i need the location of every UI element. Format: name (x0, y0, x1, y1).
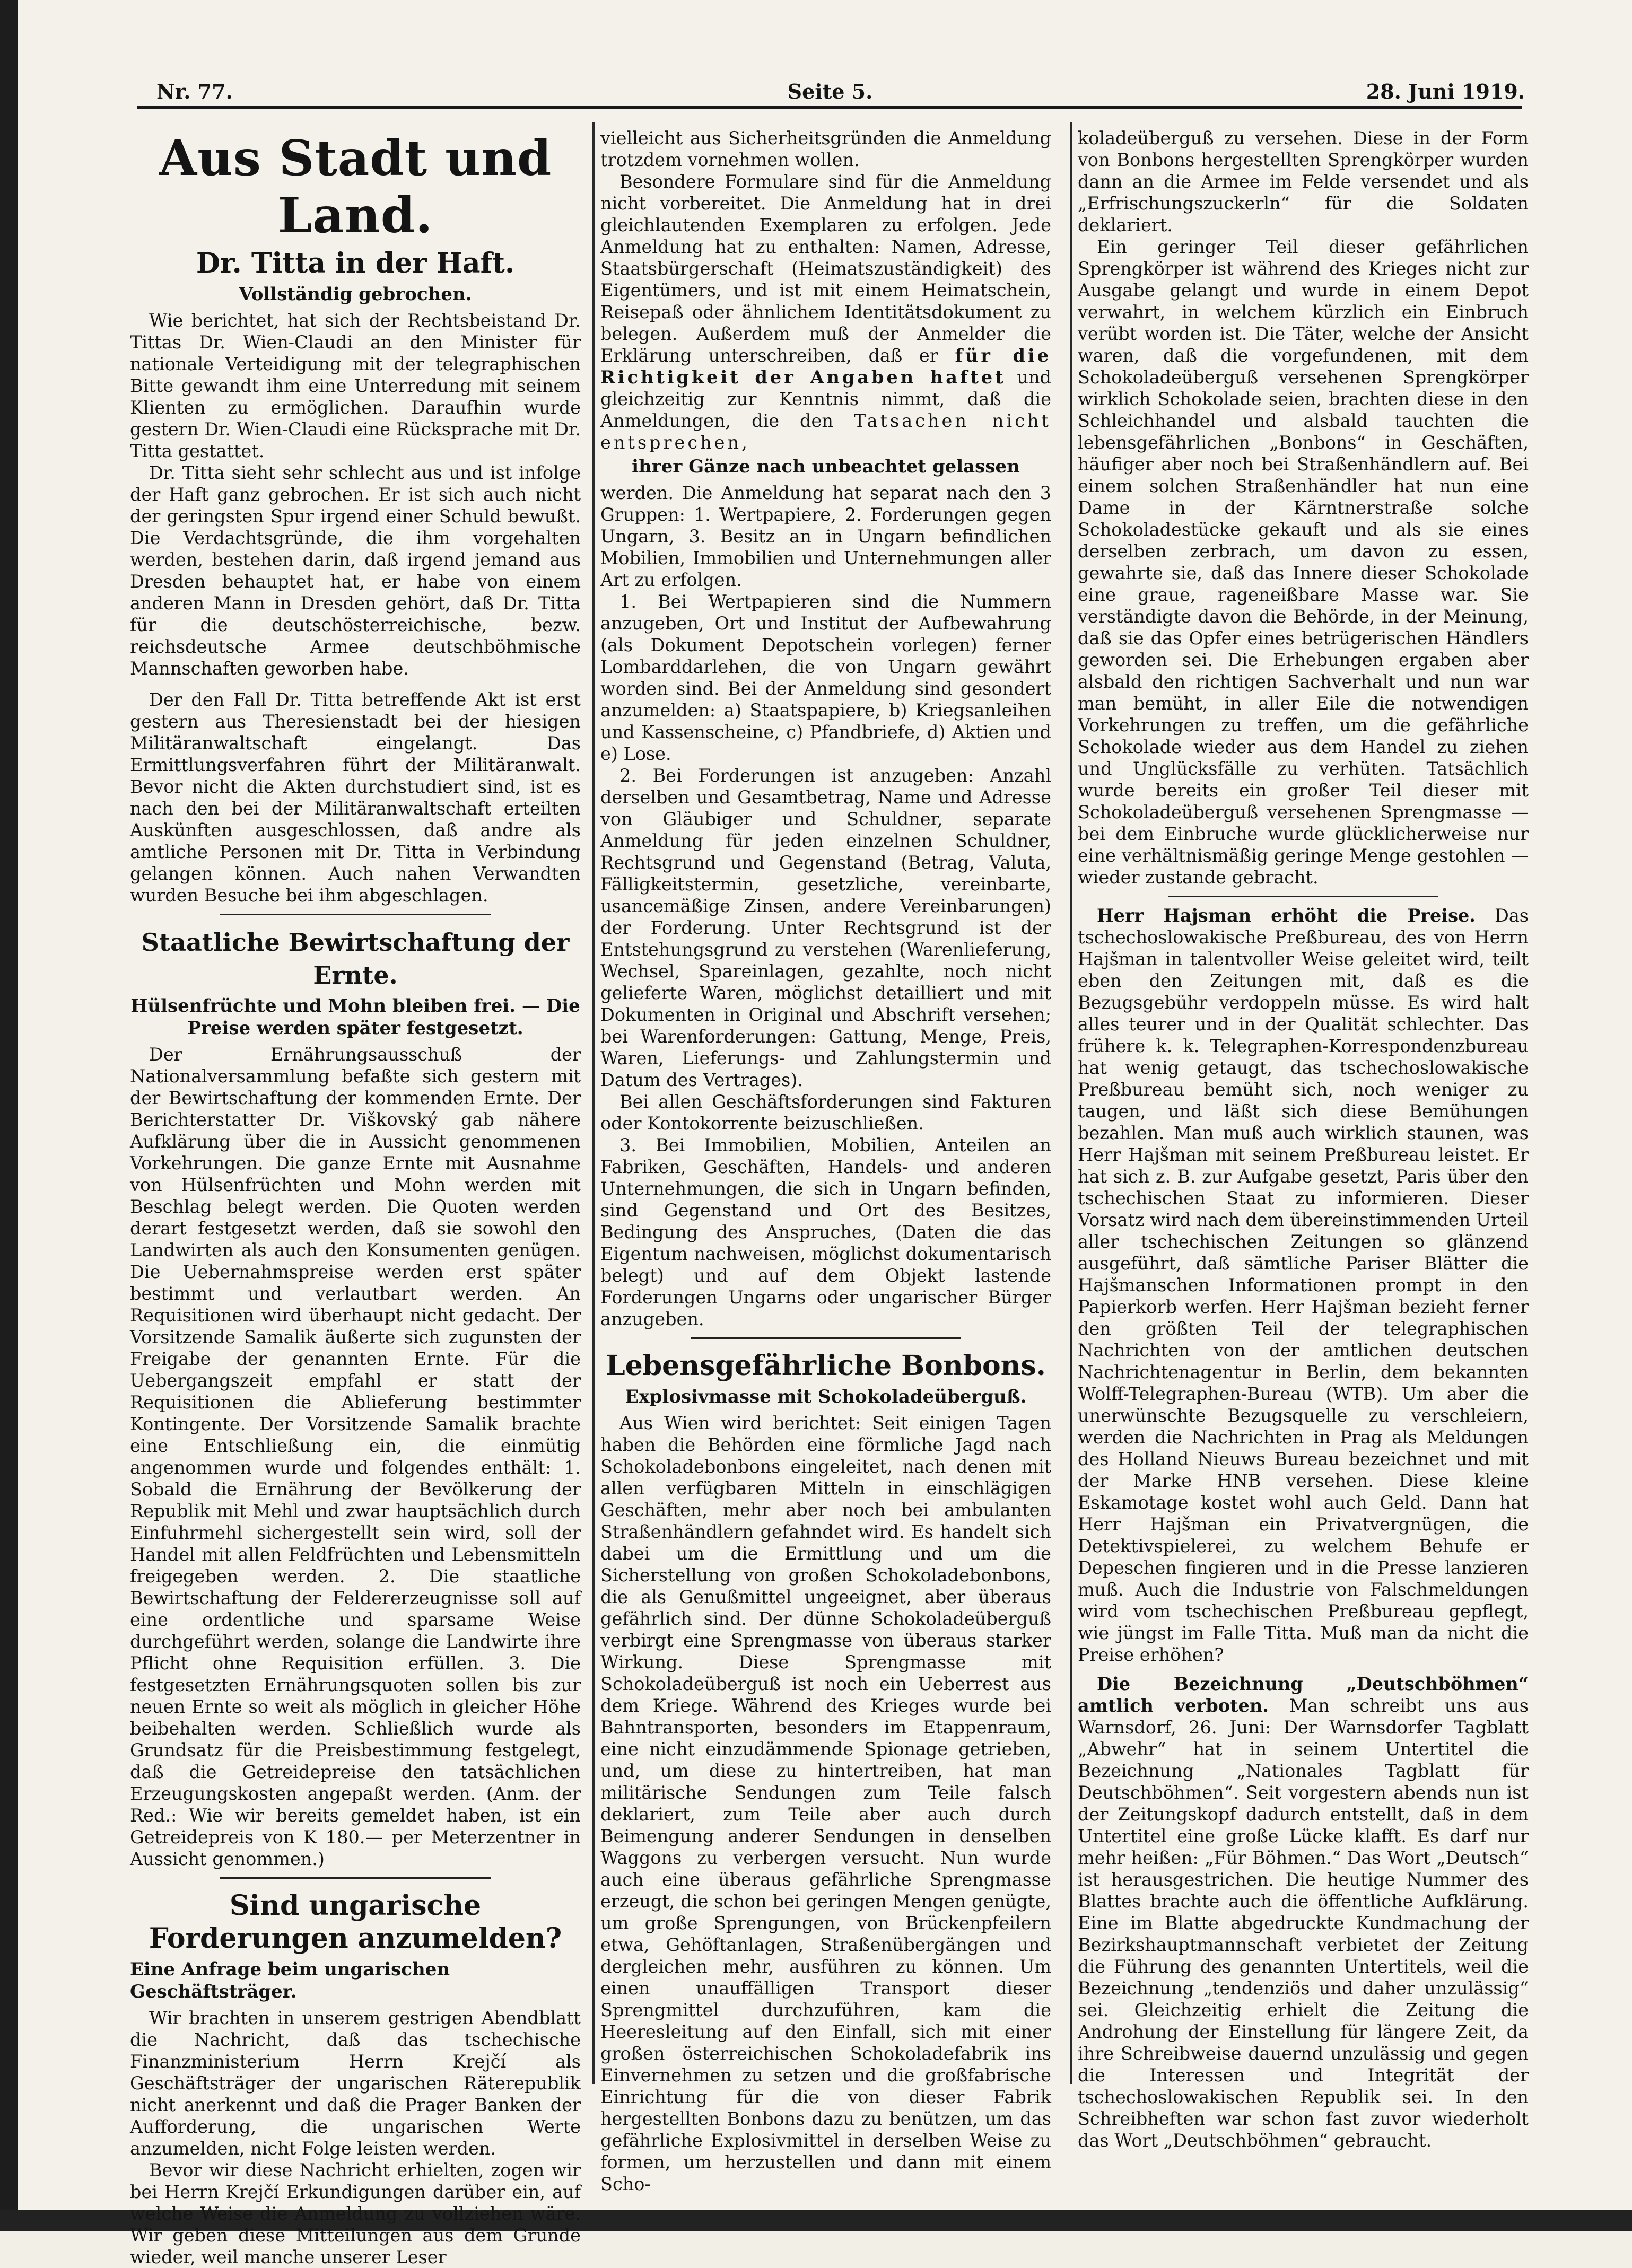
article-separator (1168, 896, 1438, 897)
article-separator (220, 1877, 491, 1879)
article-deutschboehmen-lead: Die Bezeichnung „Deutschböhmen“ amtlich verboten. (1078, 1674, 1529, 1716)
scan-edge-left (0, 0, 18, 2231)
article-hajsman-paragraph (1078, 905, 1529, 1666)
article-ungarn-paragraph: werden. Die Anmeldung hat separat nach den 3 Gruppen: 1. Wertpapiere, 2. Forderungen gegen Ungarn, 3. Besitz an in Ungarn befindlichen Mobilien, Immobilien und Unternehmungen aller Art zu erfolgen. (600, 483, 1051, 590)
article-ungarn-title: Sind ungarische Forderungen anzumelden? (149, 1889, 562, 1955)
article-ungarn-paragraph: 3. Bei Immobilien, Mobilien, Anteilen an Fabriken, Geschäften, Handels- und anderen Unternehmungen, die sich in Ungarn befinden, sind Gegenstand und Ort des Besitzes, Bedingung des Anspruches, (Daten die das Eigentum nachweisen, möglichst dokumentarisch belegt) und auf dem Objekt lastende Forderungen Ungarns oder ungarischer Bürger anzugeben. (600, 1135, 1051, 1329)
page-header (135, 76, 1525, 108)
article-ungarn-text: und gleichzeitig zur Kenntnis nimmt, daß die Anmeldungen, die den (600, 367, 1051, 431)
article-ungarn-subtitle: Eine Anfrage beim ungarischen Geschäftsträger. (130, 1959, 450, 2002)
article-bonbons-paragraph: koladeüberguß zu versehen. Diese in der Form von Bonbons hergestellten Sprengkörper wurden dann an die Armee im Felde versendet und als „Erfrischungszuckerln“ für die Soldaten deklariert. (1078, 128, 1529, 235)
section-masthead: Aus Stadt und Land. (159, 129, 552, 244)
article-ernte-subtitle: Hülsenfrüchte und Mohn bleiben frei. — Die Preise werden später festgesetzt. (130, 995, 580, 1039)
column-1 (130, 127, 581, 2267)
article-bonbons-title: Lebensgefährliche Bonbons. (606, 1350, 1046, 1382)
article-titta-paragraph: Wie berichtet, hat sich der Rechtsbeistand Dr. Tittas Dr. Wien-Claudi an den Minister für nationale Verteidigung mit der telegraphischen Bitte gewandt ihm eine Unterredung mit seinem Klienten zu ermöglichen. Daraufhin wurde gestern Dr. Wien-Claudi eine Rücksprache mit Dr. Titta gestattet. (130, 310, 581, 461)
article-ungarn-paragraph: Bevor wir diese Nachricht erhielten, zogen wir bei Herrn Krejčí Erkundigungen darüber ein, auf welche Weise die Anmeldung zu vollziehen wäre. Wir geben diese Mitteilungen aus dem Grunde wieder, weil manche unserer Leser (130, 2160, 581, 2267)
article-ernte-paragraph: Der Ernährungsausschuß der Nationalversammlung befaßte sich gestern mit der Bewirtschaftung der kommenden Ernte. Der Berichterstatter Dr. Viškovský gab nähere Aufklärung über die in Aussicht genommenen Vorkehrungen. Die ganze Ernte mit Ausnahme von Hülsenfrüchten und Mohn werden mit Beschlag belegt werden. Die Quoten werden derart festgesetzt werden, daß sie sowohl den Landwirten als auch den Konsumenten genügen. Die Uebernahmspreise werden erst später bestimmt und verlautbart werden. An Requisitionen wird überhaupt nicht gedacht. Der Vorsitzende Samalik äußerte sich zugunsten der Freigabe der genannten Ernte. Für die Uebergangszeit empfahl er statt der Requisitionen die Ablieferung bestimmter Kontingente. Der Vorsitzende Samalik brachte eine Entschließung ein, die einmütig angenommen wurde und folgendes enthält: 1. Sobald die Ernährung der Bevölkerung der Republik mit Mehl und zwar hauptsächlich durch Einfuhrmehl sichergestellt sein wird, soll der Handel mit allen Feldfrüchten und Lebensmitteln freigegeben werden. 2. Die staatliche Bewirtschaftung der Feldererzeugnisse soll auf eine ordentliche und sparsame Weise durchgeführt werden, solange die Landwirte ihre Pflicht ohne Requisition erfüllen. 3. Die festgesetzten Ernährungsquoten sollen bis zur neuen Ernte so weit als möglich in gleicher Höhe beibehalten werden. Schließlich wurde als Grundsatz für die Preisbestimmung festgelegt, daß die Getreidepreise den tatsächlichen Erzeugungskosten angepaßt werden. (Anm. der Red.: Wie wir bereits gemeldet haben, ist ein Getreidepreis von K 180.— per Meterzentner in Aussicht genommen.) (130, 1044, 581, 1869)
article-ungarn-paragraph: Wir brachten in unserem gestrigen Abendblatt die Nachricht, daß das tschechische Finanzministerium Herrn Krejčí als Geschäftsträger der ungarischen Räterepublik nicht anerkennt und daß die Prager Banken der Aufforderung, die ungarischen Werte anzumelden, nicht Folge leisten werden. (130, 2008, 581, 2159)
article-separator (691, 1337, 961, 1339)
article-ungarn-emphasis: Tatsachen nicht entsprechen, (600, 410, 1051, 453)
article-titta-paragraph: Der den Fall Dr. Titta betreffende Akt ist erst gestern aus Theresienstadt bei der hiesigen Militäranwaltschaft eingelangt. Das Ermittlungsverfahren führt der Militäranwalt. Bevor nicht die Akten durchstudiert sind, ist es nach den bei der Militäranwaltschaft erteilten Auskünften ausgeschlossen, daß andre als amtliche Personen mit Dr. Titta in Verbindung gelangen können. Auch nahen Verwandten wurden Besuche bei ihm abgeschlagen. (130, 689, 581, 906)
article-ungarn-emphasis: für die Richtigkeit der Angaben haftet (600, 345, 1052, 388)
column-divider-2 (1070, 122, 1072, 2084)
article-ungarn-paragraph: vielleicht aus Sicherheitsgründen die Anmeldung trotzdem vornehmen wollen. (600, 128, 1051, 170)
column-2 (600, 127, 1052, 2194)
article-ernte-title: Staatliche Bewirtschaftung der Ernte. (141, 928, 570, 989)
article-hajsman-lead: Herr Hajsman erhöht die Preise. (1097, 905, 1476, 926)
article-bonbons-subtitle: Explosivmasse mit Schokoladeüberguß. (625, 1386, 1027, 1407)
article-ungarn-paragraph (600, 171, 1051, 453)
header-rule (137, 106, 1522, 109)
article-ungarn-paragraph: 1. Bei Wertpapieren sind die Nummern anzugeben, Ort und Institut der Aufbewahrung (als Dokument Depotschein vorlegen) ferner Lombarddarlehen, die von Ungarn gewährt worden sind. Bei der Anmeldung sind gesondert anzumelden: a) Staatspapiere, b) Kriegsanleihen und Kassenscheine, c) Pfandbriefe, d) Aktien und e) Lose. (600, 591, 1051, 764)
article-titta-subtitle: Vollständig gebrochen. (239, 284, 472, 305)
issue-date: 28. Juni 1919. (1366, 80, 1525, 103)
issue-number: Nr. 77. (156, 80, 233, 103)
article-deutschboehmen-paragraph (1078, 1673, 1529, 2151)
article-deutschboehmen-text: Man schreibt uns aus Warnsdorf, 26. Juni: Der Warnsdorfer Tagblatt „Abwehr“ hat in seinem Untertitel die Bezeichnung „Nationales Tagblatt für Deutschböhmen“. Seit vorgestern abends nun ist der Zeitungskopf dadurch entstellt, daß in dem Untertitel eine große Lücke klafft. Es darf nur mehr heißen: „Für Böhmen.“ Das Wort „Deutsch“ ist herausgestrichen. Die heutige Nummer des Blattes brachte auch die öffentliche Aufklärung. Eine im Blatte abgedruckte Kundmachung der Bezirkshauptmannschaft verbietet der Zeitung die Führung des genannten Untertitels, weil die Bezeichnung „tendenziös und daher unzulässig“ sei. Gleichzeitig erhielt die Zeitung die Androhung der Einstellung für längere Zeit, da ihre Schreibweise dauernd unzulässig und gegen die Interessen und Integrität der tschechoslowakischen Republik sei. In den Schreibheften war schon fast zuvor wiederholt das Wort „Deutschböhmen“ gebraucht. (1078, 1695, 1529, 2151)
article-hajsman-text: Das tschechoslowakische Preßbureau, des von Herrn Hajšman in talentvoller Weise geleitet wird, teilt eben den Zeitungen mit, daß es die Bezugsgebühr verdoppeln müsse. Es wird halt alles teurer und in der Qualität schlechter. Das frühere k. k. Telegraphen-Korrespondenzbureau hat wenig getaugt, das tschechoslowakische Preßbureau bemüht sich, noch weniger zu taugen, und läßt sich diese Bemühungen bezahlen. Man muß auch wirklich staunen, was Herr Hajšman mit seinem Preßbureau leistet. Er hat sich z. B. zur Aufgabe gesetzt, Paris über den tschechischen Staat zu informieren. Dieser Vorsatz wird nach dem übereinstimmenden Urteil aller tschechischen Zeitungen so glänzend ausgeführt, daß sämtliche Pariser Blätter die Hajšmanschen Informationen prompt in den Papierkorb werfen. Herr Hajšman bezieht ferner den größten Teil der telegraphischen Nachrichten von der amtlichen deutschen Nachrichtenagentur in Berlin, dem bekannten Wolff-Telegraphen-Bureau (WTB). Um aber die unerwünschte Bezugsquelle zu verschleiern, werden die Nachrichten in Prag als Meldungen des Holland Nieuws Bureau bezeichnet und mit der Marke HNB versehen. Diese kleine Eskamotage kostet wohl auch Geld. Dann hat Herr Hajšman ein Privatvergnügen, die Detektivspielerei, zu welchem Behufe er Depeschen fingieren und in die Presse lanzieren muß. Auch die Industrie von Falschmeldungen wird vom tschechischen Preßbureau gepflegt, wie jüngst im Falle Titta. Muß man da nicht die Preise erhöhen? (1078, 905, 1529, 1665)
article-bonbons-paragraph: Ein geringer Teil dieser gefährlichen Sprengkörper ist während des Krieges nicht zur Ausgabe gelangt und wurde in einem Depot verwahrt, in welchem kürzlich ein Einbruch verübt worden ist. Die Täter, welche der Ansicht waren, daß die vorgefundenen, mit dem Schokoladeüberguß versehenen Sprengkörper wirklich Schokolade seien, brachten diese in den Schleichhandel und alsbald tauchten die lebensgefährlichen „Bonbons“ in Geschäften, häufiger aber noch bei Straßenhändlern auf. Bei einem solchen Straßenhändler hat nun eine Dame in der Kärntnerstraße solche Schokoladestücke gekauft und als sie eines derselben zerbrach, um davon zu essen, gewahrte sie, daß das Innere dieser Schokolade eine graue, rageneißbare Masse war. Sie verständigte davon die Behörde, in der Meinung, daß sie das Opfer eines betrügerischen Händlers geworden sei. Die Erhebungen ergaben aber alsbald den richtigen Sachverhalt und nun war man bemüht, in aller Eile die notwendigen Vorkehrungen zu treffen, um die gefährliche Schokolade wieder aus dem Handel zu ziehen und Unglücksfälle zu verhüten. Tatsächlich wurde bereits ein großer Teil dieser mit Schokoladeüberguß versehenen Sprengmasse — bei dem Einbruche wurde glücklicherweise nur eine verhältnismäßig geringe Menge gestohlen — wieder zustande gebracht. (1078, 237, 1529, 888)
article-ungarn-text: Besondere Formulare sind für die Anmeldung nicht vorbereitet. Die Anmeldung hat in drei gleichlautenden Exemplaren zu erfolgen. Jede Anmeldung hat zu enthalten: Namen, Adresse, Staatsbürgerschaft (Heimatszuständigkeit) des Eigentümers, und ist mit einem Heimatschein, Reisepaß oder ähnlichem Identitätsdokument zu belegen. Außerdem muß der Anmelder die Erklärung unterschreiben, daß er (600, 171, 1051, 366)
article-ungarn-subhead: ihrer Gänze nach unbeachtet gelassen (632, 456, 1020, 477)
article-titta-title: Dr. Titta in der Haft. (196, 247, 515, 279)
page-number: Seite 5. (787, 80, 873, 103)
article-bonbons-paragraph: Aus Wien wird berichtet: Seit einigen Tagen haben die Behörden eine förmliche Jagd nach Schokoladebonbons eingeleitet, nach denen mit allen verfügbaren Mitteln in einschlägigen Geschäften, mehr aber noch bei ambulanten Straßenhändlern gefahndet wird. Es handelt sich dabei um die Ermittlung und um die Sicherstellung von großen Schokoladebonbons, die als Genußmittel ungeeignet, aber überaus gefährlich sind. Der dünne Schokoladeüberguß verbirgt eine Sprengmasse von überaus starker Wirkung. Diese Sprengmasse mit Schokoladeüberguß ist noch ein Ueberrest aus dem Kriege. Während des Krieges wurde bei Bahntransporten, besonders im Etappenraum, eine nicht einzudämmende Spionage getrieben, und, um diese zu hintertreiben, hat man militärische Sendungen zum Teile falsch deklariert, zum Teile aber auch durch Beimengung anderer Sendungen in denselben Waggons zu verbergen versucht. Nun wurde auch eine überaus gefährliche Sprengmasse erzeugt, die schon bei geringen Mengen genügte, um große Sprengungen, von Brückenpfeilern etwa, Gehöftanlagen, Straßenübergängen und dergleichen mehr, ausführen zu können. Um einen unauffälligen Transport dieser Sprengmittel durchzuführen, kam die Heeresleitung auf den Einfall, sich mit einer großen österreichischen Schokoladefabrik ins Einvernehmen zu setzen und die großfabrische Einrichtung für die von dieser Fabrik hergestellten Bonbons dazu zu benützen, um das gefährliche Explosivmittel in derselben Weise zu formen, um herzustellen und dann mit einem Scho- (600, 1413, 1051, 2194)
article-ungarn-paragraph: Bei allen Geschäftsforderungen sind Fakturen oder Kontokorrente beizuschließen. (600, 1091, 1051, 1134)
article-titta-paragraph: Dr. Titta sieht sehr schlecht aus und ist infolge der Haft ganz gebrochen. Er ist sich auch nicht der geringsten Spur irgend einer Schuld bewußt. Die Verdachtsgründe, die ihm vorgehalten werden, bestehen darin, daß irgend jemand aus Dresden behauptet hat, er habe von einem anderen Mann in Dresden gehört, daß Dr. Titta für die deutschösterreichische, bezw. reichsdeutsche Armee deutschböhmische Mannschaften geworben habe. (130, 462, 581, 679)
column-3 (1078, 127, 1529, 2179)
article-ungarn-paragraph: 2. Bei Forderungen ist anzugeben: Anzahl derselben und Gesamtbetrag, Name und Adresse von Gläubiger und Schuldner, separate Anmeldung für jeden einzelnen Schuldner, Rechtsgrund und Gegenstand (Betrag, Valuta, Fälligkeitstermin, gesetzliche, vereinbarte, usancemäßige Zinsen, andere Vereinbarungen) der Forderung. Unter Rechtsgrund ist der Entstehungsgrund zu verstehen (Warenlieferung, Wechsel, Spareinlagen, gezahlte, noch nicht gelieferte Waren, möglichst detailliert und mit Dokumenten in Original und Abschrift versehen; bei Warenforderungen: Gattung, Menge, Preis, Waren, Lieferungs- und Zahlungstermin und Datum des Vertrages). (600, 765, 1051, 1090)
column-divider-1 (592, 122, 595, 2084)
article-separator (220, 914, 491, 915)
